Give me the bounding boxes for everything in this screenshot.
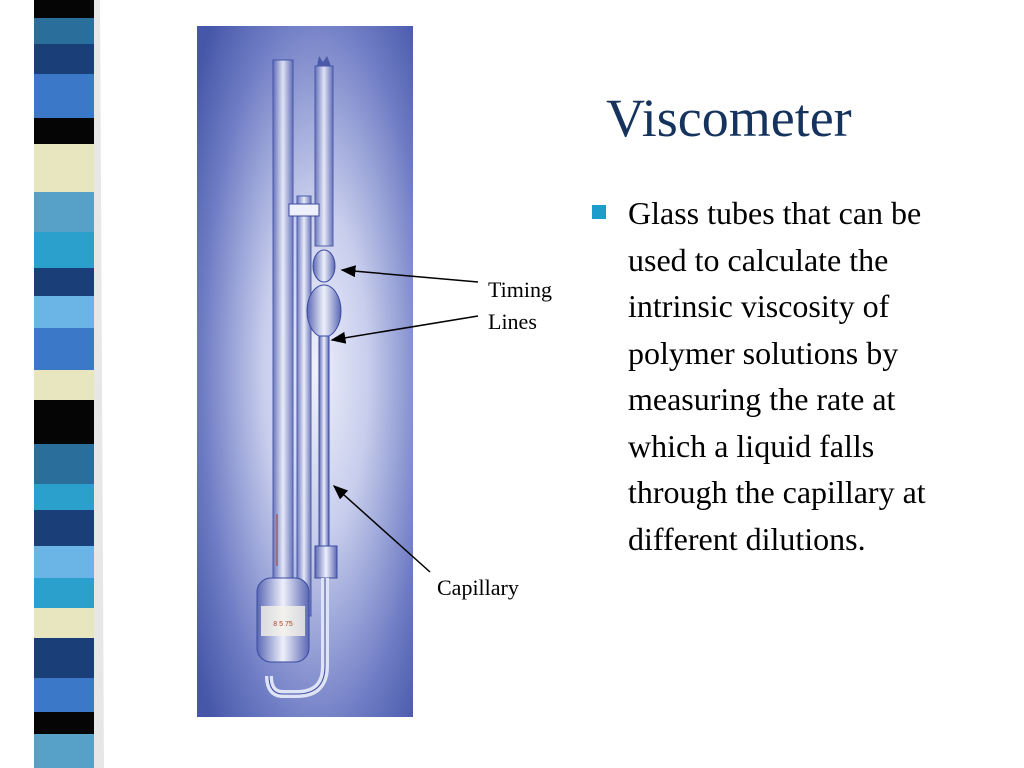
capillary-label: Capillary bbox=[437, 575, 519, 600]
stripe-blocks bbox=[34, 0, 94, 768]
bulb-label: 8 5 75 bbox=[273, 621, 293, 628]
bullet-list bbox=[592, 190, 982, 562]
decorative-stripe-bar bbox=[0, 0, 120, 768]
square-bullet-icon bbox=[592, 205, 606, 219]
bullet-text: Glass tubes that can be used to calculate the intrinsic viscosity of polymer solutions by measuring the rate at which a liquid falls through the capillary at different dilutions. bbox=[628, 195, 926, 557]
bullet-item bbox=[592, 190, 982, 562]
timing-lines-label: Timing Lines bbox=[488, 277, 553, 334]
viscometer-photo bbox=[197, 26, 413, 717]
slide-title: Viscometer bbox=[606, 88, 852, 148]
